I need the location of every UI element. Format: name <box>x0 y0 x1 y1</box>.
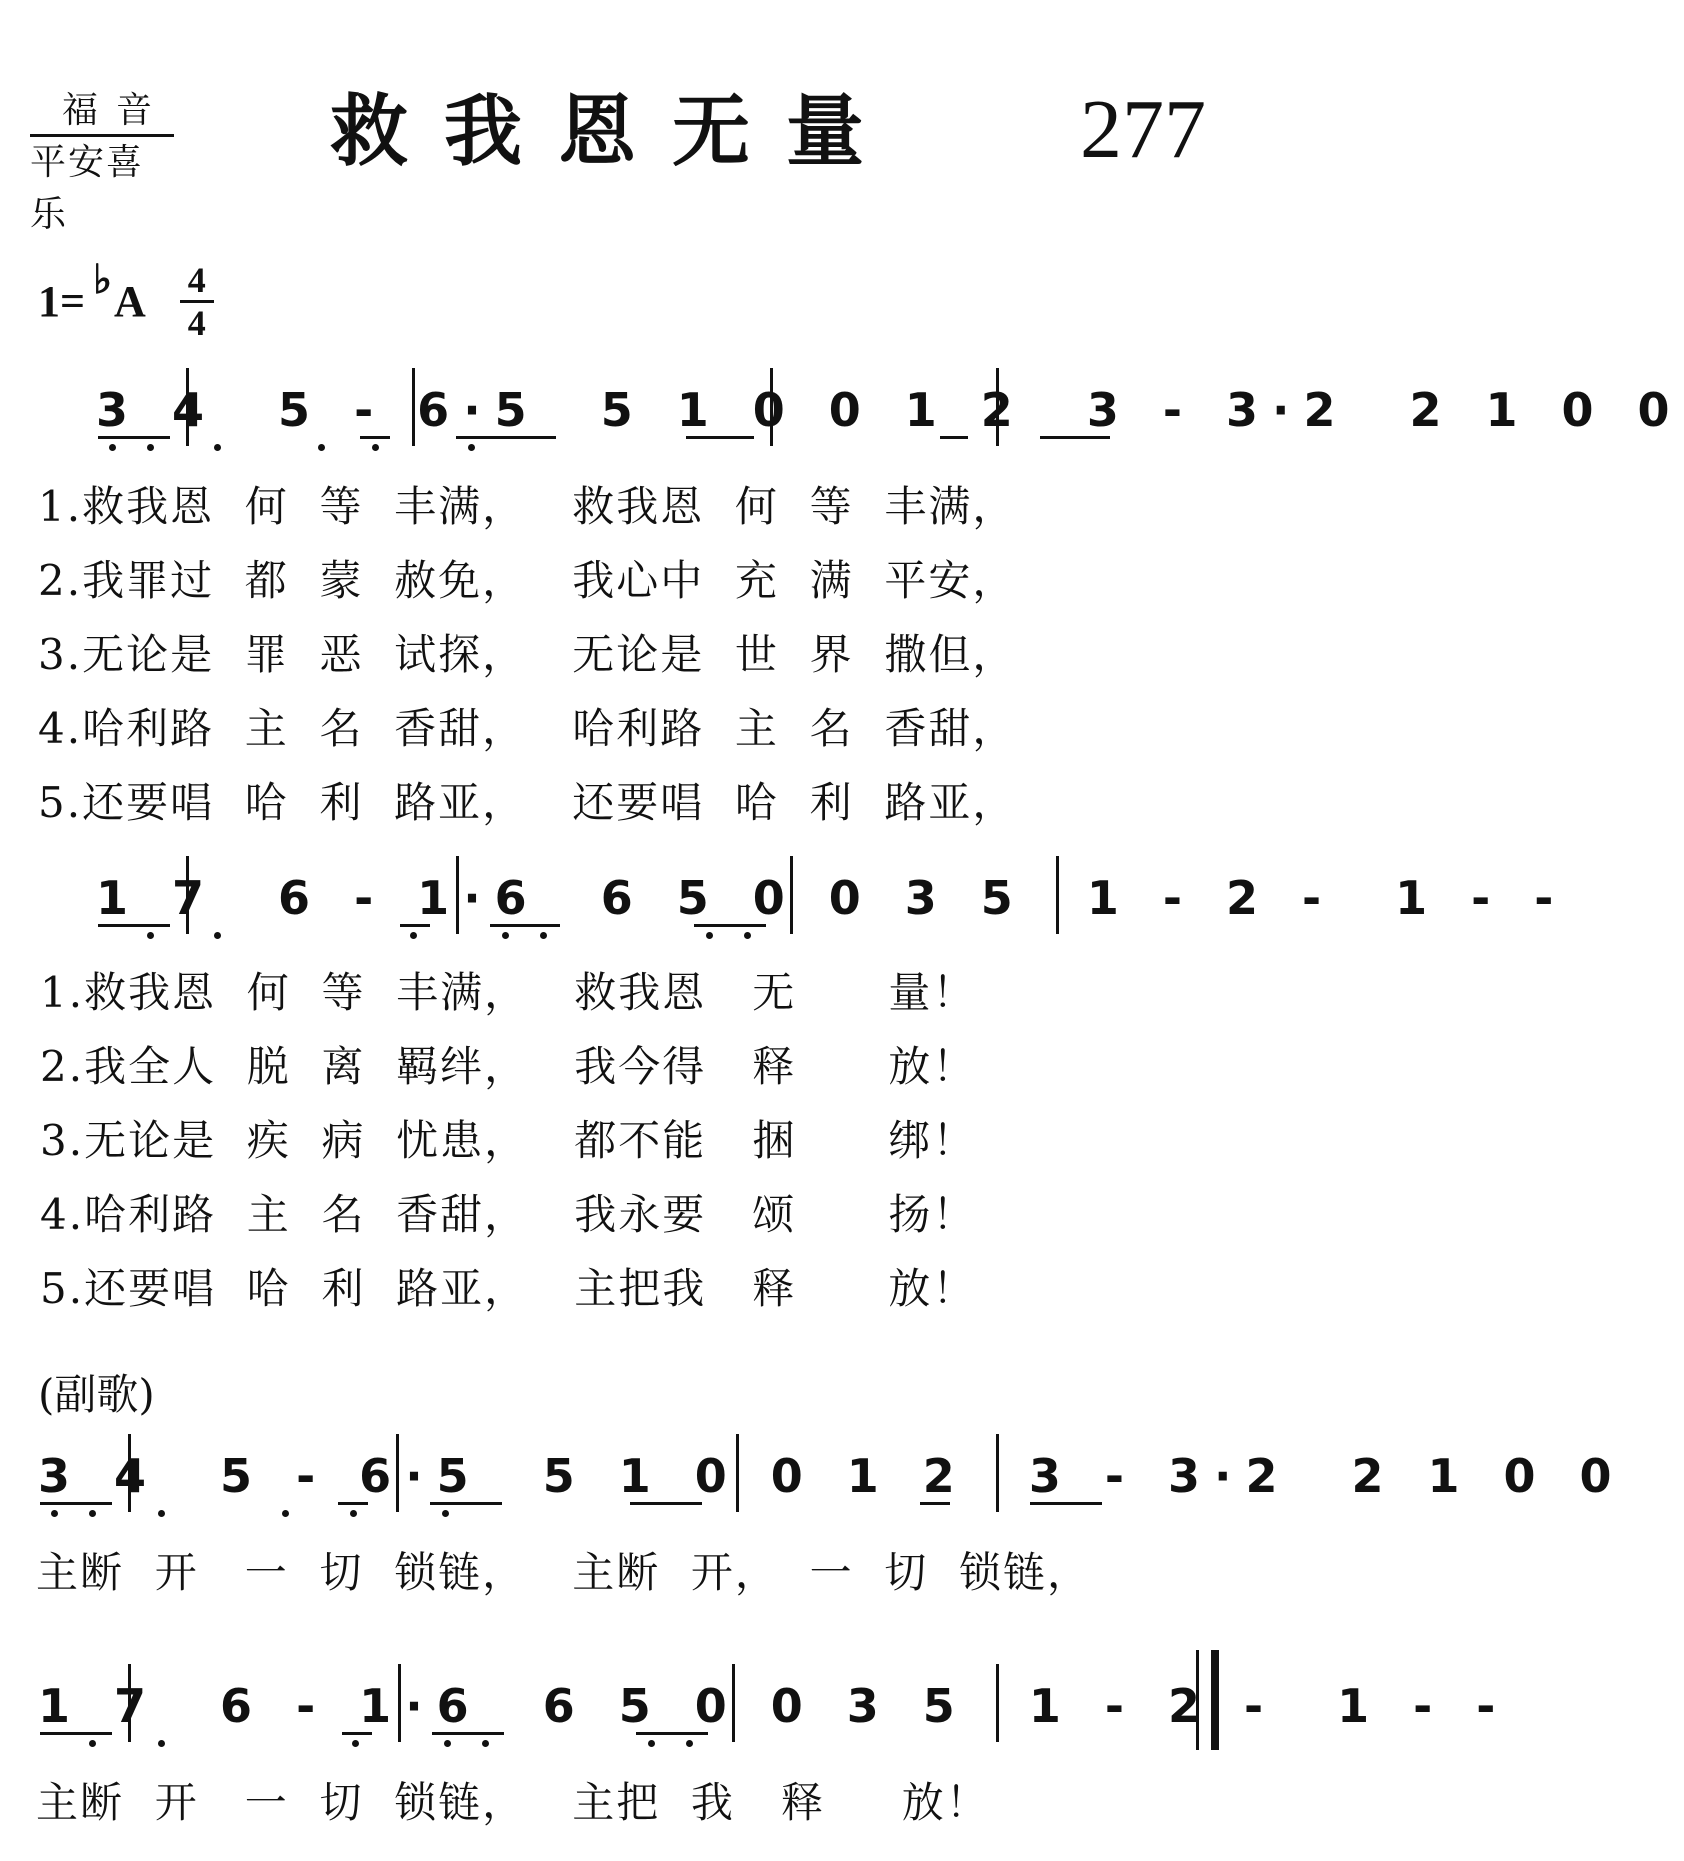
lower-octave-dot <box>51 1510 58 1517</box>
lower-octave-dot <box>468 444 475 451</box>
lower-octave-dot <box>318 444 325 451</box>
lyric-verse5-line2: 5.还要唱 哈 利 路亚， 主把我 释 放！ <box>40 1264 977 1313</box>
beam <box>338 1502 368 1505</box>
category-top: 福音 <box>30 88 174 137</box>
lower-octave-dot <box>350 1510 357 1517</box>
lower-octave-dot <box>89 1510 96 1517</box>
beam <box>98 436 170 439</box>
notation-row-2: 1 7 6 - 1·6 6 5 0 0 3 5 1 - 2 - 1 - - <box>96 871 1568 925</box>
category-bottom: 平安喜乐 <box>30 142 145 235</box>
beam <box>1040 436 1110 439</box>
lower-octave-dot <box>89 1740 96 1747</box>
song-number: 277 <box>1080 83 1206 176</box>
lower-octave-dot <box>648 1740 655 1747</box>
lower-octave-dot <box>410 932 417 939</box>
lower-octave-dot <box>352 1740 359 1747</box>
time-bottom: 4 <box>187 303 206 343</box>
barline <box>396 1434 399 1512</box>
chorus-lyric-line1: 主断 开 一 切 锁链， 主断 开， 一 切 锁链， <box>36 1548 1092 1597</box>
beam <box>636 1732 708 1735</box>
barline <box>736 1434 739 1512</box>
lower-octave-dot <box>158 1740 165 1747</box>
lyric-verse2-line1: 2.我罪过 都 蒙 赦免， 我心中 充 满 平安， <box>38 556 1017 605</box>
lower-octave-dot <box>442 1510 449 1517</box>
beam <box>940 436 968 439</box>
beam <box>630 1502 702 1505</box>
barline <box>790 856 793 934</box>
lower-octave-dot <box>540 932 547 939</box>
category-label <box>30 88 180 241</box>
lower-octave-dot <box>214 932 221 939</box>
barline <box>128 1434 131 1512</box>
barline <box>128 1664 131 1742</box>
barline <box>1056 856 1059 934</box>
barline <box>398 1664 401 1742</box>
beam <box>694 924 766 927</box>
lower-octave-dot <box>109 444 116 451</box>
key-note: A <box>113 277 146 326</box>
lower-octave-dot <box>147 444 154 451</box>
barline <box>732 1664 735 1742</box>
lower-octave-dot <box>444 1740 451 1747</box>
lower-octave-dot <box>744 932 751 939</box>
key-prefix: 1= <box>38 277 86 326</box>
lyric-verse4-line2: 4.哈利路 主 名 香甜， 我永要 颂 扬！ <box>40 1190 977 1239</box>
song-title: 救我恩无量 <box>330 87 901 177</box>
lyric-verse4-line1: 4.哈利路 主 名 香甜， 哈利路 主 名 香甜， <box>38 704 1017 753</box>
chorus-label: (副歌) <box>38 1370 155 1419</box>
lower-octave-dot <box>706 932 713 939</box>
lyric-verse5-line1: 5.还要唱 哈 利 路亚， 还要唱 哈 利 路亚， <box>38 778 1017 827</box>
lower-octave-dot <box>147 932 154 939</box>
barline <box>412 368 415 446</box>
key-signature <box>38 257 214 343</box>
final-barline <box>1196 1650 1219 1750</box>
beam <box>430 1502 502 1505</box>
beam <box>342 1732 372 1735</box>
lower-octave-dot <box>282 1510 289 1517</box>
time-top: 4 <box>187 260 206 300</box>
lyric-verse1-line2: 1.救我恩 何 等 丰满， 救我恩 无 量！ <box>40 968 977 1017</box>
chorus-notation-row-1: 3 4 5 - 6·5 5 1 0 0 1 2 3 - 3·2 2 1 0 0 <box>38 1449 1626 1503</box>
lower-octave-dot <box>502 932 509 939</box>
beam <box>920 1502 950 1505</box>
chorus-notation-row-2: 1 7 6 - 1·6 6 5 0 0 3 5 1 - 2 - 1 - - <box>38 1679 1510 1733</box>
lower-octave-dot <box>214 444 221 451</box>
beam <box>1030 1502 1102 1505</box>
beam <box>432 1732 504 1735</box>
time-signature <box>180 262 214 341</box>
beam <box>456 436 556 439</box>
beam <box>400 924 430 927</box>
beam <box>40 1732 112 1735</box>
barline <box>186 856 189 934</box>
beam <box>686 436 754 439</box>
flat-icon: ♭ <box>93 257 112 302</box>
lyric-verse3-line2: 3.无论是 疾 病 忧患， 都不能 捆 绑！ <box>40 1116 977 1165</box>
barline <box>996 368 999 446</box>
lower-octave-dot <box>158 1510 165 1517</box>
barline <box>996 1664 999 1742</box>
chorus-lyric-line2: 主断 开 一 切 锁链， 主把 我 释 放！ <box>36 1778 990 1827</box>
lyric-verse2-line2: 2.我全人 脱 离 羁绊， 我今得 释 放！ <box>40 1042 977 1091</box>
barline <box>456 856 459 934</box>
lower-octave-dot <box>686 1740 693 1747</box>
beam <box>490 924 560 927</box>
beam <box>98 924 170 927</box>
lower-octave-dot <box>482 1740 489 1747</box>
beam <box>360 436 390 439</box>
barline <box>770 368 773 446</box>
notation-row-1: 3 4 5 - 6·5 5 1 0 0 1 2 3 - 3·2 2 1 0 0 <box>96 383 1684 437</box>
lyric-verse1-line1: 1.救我恩 何 等 丰满， 救我恩 何 等 丰满， <box>38 482 1017 531</box>
lyric-verse3-line1: 3.无论是 罪 恶 试探， 无论是 世 界 撒但， <box>38 630 1017 679</box>
beam <box>40 1502 112 1505</box>
lower-octave-dot <box>372 444 379 451</box>
barline <box>996 1434 999 1512</box>
barline <box>186 368 189 446</box>
